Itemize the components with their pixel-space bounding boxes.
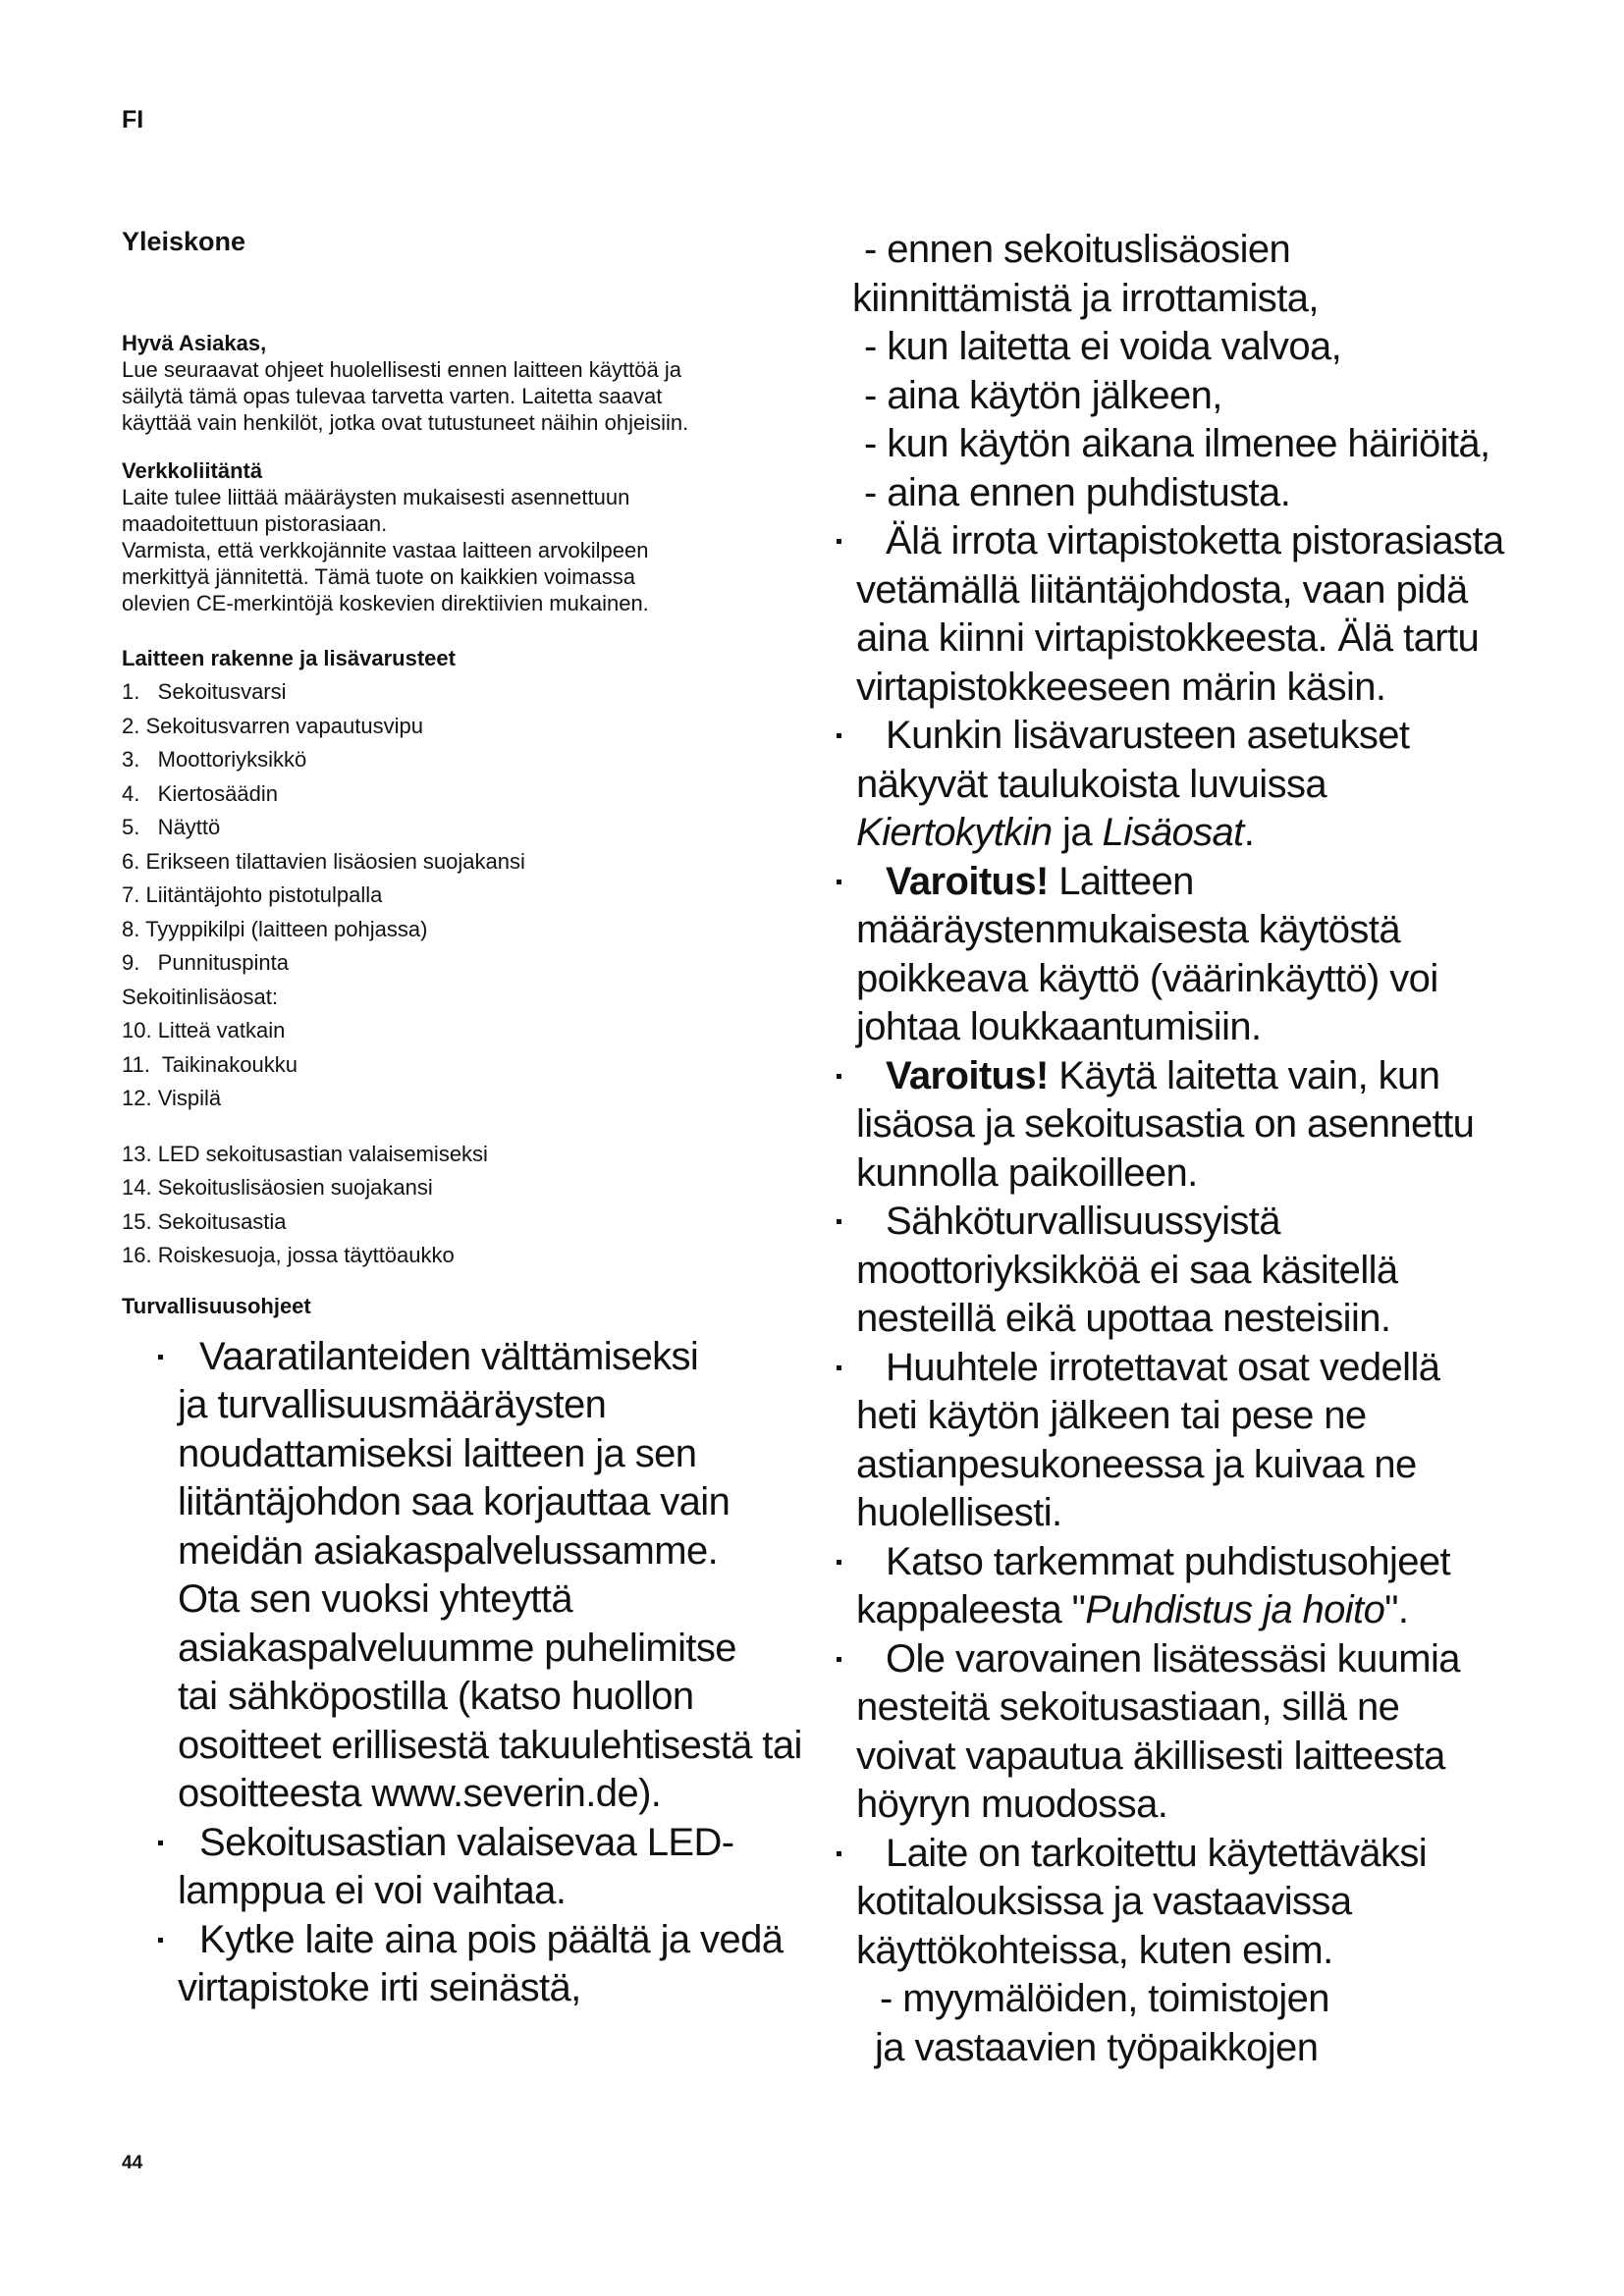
bullet-text: Laitteen [1048, 859, 1194, 903]
bullet-line: kotitalouksissa ja vastaavissa [856, 1880, 1352, 1923]
list-item: 14. Sekoituslisäosien suojakansi [122, 1175, 433, 1200]
page-title: Yleiskone [122, 227, 246, 256]
bullet-line: johtaa loukkaantumisiin. [856, 1005, 1262, 1048]
left-column [122, 226, 829, 2013]
mains-line: maadoitettuun pistorasiaan. [122, 511, 388, 536]
list-item: 13. LED sekoitusastian valaisemiseksi [122, 1141, 488, 1166]
bullet-line [837, 1052, 1532, 1101]
bullet-line: tai sähköpostilla (katso huollon [178, 1675, 694, 1718]
bullet-line: lisäosa ja sekoitusastia on asennettu [856, 1102, 1475, 1146]
parts-section [122, 642, 829, 1273]
safety-bullet [837, 1052, 1532, 1199]
bullet-line: virtapistoke irti seinästä, [178, 1966, 581, 2009]
safety-bullet [837, 1344, 1532, 1538]
safety-bullet [146, 1819, 829, 1916]
attachments-label: Sekoitinlisäosat: [122, 984, 278, 1009]
list-item: 10. Litteä vatkain [122, 1018, 286, 1042]
mains-section [122, 457, 829, 616]
language-code: FI [122, 106, 144, 133]
bullet-line: poikkeava käyttö (väärinkäyttö) voi [856, 956, 1438, 1000]
list-item: 9. Punnituspinta [122, 950, 290, 975]
joiner-text: ja [1052, 811, 1103, 854]
bullet-line: noudattamiseksi laitteen ja sen [178, 1431, 697, 1475]
usage-locations [844, 1975, 1532, 2072]
safety-bullet [837, 1538, 1532, 1635]
parts-heading: Laitteen rakenne ja lisävarusteet [122, 646, 456, 670]
bullet-line [837, 858, 1532, 907]
list-item: 16. Roiskesuoja, jossa täyttöaukko [122, 1243, 455, 1267]
list-item: 4. Kiertosäädin [122, 780, 278, 806]
bullet-line: heti käytön jälkeen tai pese ne [856, 1394, 1367, 1437]
bullet-line: Ota sen vuoksi yhteyttä [178, 1577, 572, 1621]
bullet-line: nesteitä sekoitusastiaan, sillä ne [856, 1685, 1400, 1729]
bullet-line: Kunkin lisävarusteen asetukset [886, 714, 1410, 757]
bullet-line: Sähköturvallisuussyistä [886, 1200, 1280, 1243]
bullet-line [837, 1586, 1532, 1635]
right-column [844, 226, 1532, 2072]
mains-line: olevien CE-merkintöjä koskevien direktiivien mukainen. [122, 591, 649, 615]
dash-item: - aina käytön jälkeen, [864, 373, 1222, 417]
greeting-line: käyttää vain henkilöt, jotka ovat tutustuneet näihin ohjeisiin. [122, 410, 689, 435]
dash-item: - kun laitetta ei voida valvoa, [864, 325, 1342, 368]
bullet-line: ja turvallisuusmääräysten [178, 1383, 607, 1426]
warning-label: Varoitus! [886, 859, 1049, 903]
list-item: 15. Sekoitusastia [122, 1208, 287, 1234]
bullet-line: meidän asiakaspalvelussamme. [178, 1528, 719, 1573]
punctuation: . [1243, 811, 1255, 854]
bullet-line: nesteillä eikä upottaa nesteisiin. [856, 1297, 1391, 1340]
dash-item: - aina ennen puhdistusta. [864, 470, 1291, 514]
list-item: 3. Moottoriyksikkö [122, 747, 307, 772]
list-item: 1. Sekoitusvarsi [122, 679, 287, 704]
safety-bullet [837, 1830, 1532, 1976]
bullet-line: huolellisesti. [856, 1491, 1062, 1534]
safety-bullet [837, 1198, 1532, 1344]
bullet-line: voivat vapautua äkillisesti laitteesta [856, 1734, 1445, 1778]
bullet-line: käyttökohteissa, kuten esim. [856, 1928, 1333, 1972]
safety-bullet [837, 858, 1532, 1052]
bullet-line: määräystenmukaisesta käytöstä [856, 908, 1400, 951]
warning-label: Varoitus! [886, 1053, 1049, 1097]
bullet-line: asiakaspalveluumme puhelimitse [178, 1626, 736, 1670]
bullet-line: kunnolla paikoilleen. [856, 1150, 1198, 1195]
bullet-line: moottoriyksikköä ei saa käsitellä [856, 1248, 1398, 1292]
bullet-line: höyryn muodossa. [856, 1783, 1168, 1826]
greeting-section [122, 330, 829, 436]
bullet-line: osoitteet erillisestä takuulehtisestä tai [178, 1723, 802, 1767]
safety-bullet [146, 1333, 829, 1819]
bullet-line: Laite on tarkoitettu käytettäväksi [886, 1831, 1428, 1875]
bullet-line: Älä irrota virtapistoketta pistorasiasta [886, 519, 1504, 562]
bullet-line: virtapistokkeeseen märin käsin. [856, 665, 1386, 709]
bullet-line: lamppua ei voi vaihtaa. [178, 1869, 567, 1912]
mains-line: Varmista, että verkkojännite vastaa laitteen arvokilpeen [122, 538, 649, 562]
bullet-line: vetämällä liitäntäjohdosta, vaan pidä [856, 567, 1468, 612]
list-item: 11. Taikinakoukku [122, 1051, 298, 1077]
mains-line: merkittyä jännitettä. Tämä tuote on kaikkien voimassa [122, 564, 635, 589]
bullet-line [837, 809, 1532, 858]
list-item: 6. Erikseen tilattavien lisäosien suojakansi [122, 848, 525, 874]
parts-list [122, 675, 829, 981]
safety-bullet [146, 1916, 829, 2013]
safety-bullet [837, 517, 1532, 712]
bullet-line: Sekoitusastian valaisevaa LED- [199, 1820, 734, 1864]
chapter-ref: Puhdistus ja hoito [1085, 1588, 1385, 1631]
safety-heading: Turvallisuusohjeet [122, 1293, 311, 1318]
unplug-conditions [844, 226, 1532, 517]
dash-item: kiinnittämistä ja irrottamista, [852, 276, 1319, 320]
dash-item: ja vastaavien työpaikkojen [875, 2025, 1319, 2069]
list-item: 12. Vispilä [122, 1086, 222, 1110]
bullet-text: Käytä laitetta vain, kun [1048, 1053, 1440, 1097]
dash-item: - ennen sekoituslisäosien [864, 228, 1291, 271]
bullet-text: kappaleesta " [856, 1588, 1086, 1631]
bullet-line: astianpesukoneessa ja kuivaa ne [856, 1442, 1417, 1486]
bullet-line: osoitteesta www.severin.de). [178, 1772, 662, 1815]
list-item: 5. Näyttö [122, 815, 221, 839]
mains-heading: Verkkoliitäntä [122, 458, 263, 483]
punctuation: ". [1384, 1588, 1409, 1631]
attachments-list [122, 1014, 829, 1116]
list-item: 8. Tyyppikilpi (laitteen pohjassa) [122, 916, 428, 941]
chapter-ref: Lisäosat [1102, 811, 1244, 854]
bullet-line: Ole varovainen lisätessäsi kuumia [886, 1636, 1460, 1681]
bullet-line: Kytke laite aina pois päältä ja vedä [199, 1917, 784, 1961]
chapter-ref: Kiertokytkin [856, 811, 1053, 854]
bullet-line: Huuhtele irrotettavat osat vedellä [886, 1345, 1440, 1389]
bullet-line: näkyvät taulukoista luvuissa [856, 762, 1327, 806]
list-item: 2. Sekoitusvarren vapautusvipu [122, 713, 423, 738]
dash-item: - myymälöiden, toimistojen [880, 1977, 1329, 2020]
page-number: 44 [122, 2153, 143, 2173]
greeting-line: säilytä tämä opas tulevaa tarvetta varten. Laitetta saavat [122, 384, 663, 408]
more-parts-list [122, 1138, 829, 1273]
bullet-line: Katso tarkemmat puhdistusohjeet [886, 1539, 1451, 1583]
bullet-line: liitäntäjohdon saa korjauttaa vain [178, 1480, 731, 1523]
safety-bullet [837, 1635, 1532, 1830]
safety-bullet [837, 712, 1532, 858]
bullet-line: Vaaratilanteiden välttämiseksi [199, 1334, 699, 1378]
mains-line: Laite tulee liittää määräysten mukaisesti asennettuun [122, 485, 630, 509]
list-item: 7. Liitäntäjohto pistotulpalla [122, 882, 383, 907]
greeting-heading: Hyvä Asiakas, [122, 331, 267, 355]
bullet-line: aina kiinni virtapistokkeesta. Älä tartu [856, 616, 1480, 660]
dash-item: - kun käytön aikana ilmenee häiriöitä, [864, 422, 1490, 465]
safety-left-bullets [122, 1333, 829, 2013]
greeting-line: Lue seuraavat ohjeet huolellisesti ennen laitteen käyttöä ja [122, 357, 681, 382]
